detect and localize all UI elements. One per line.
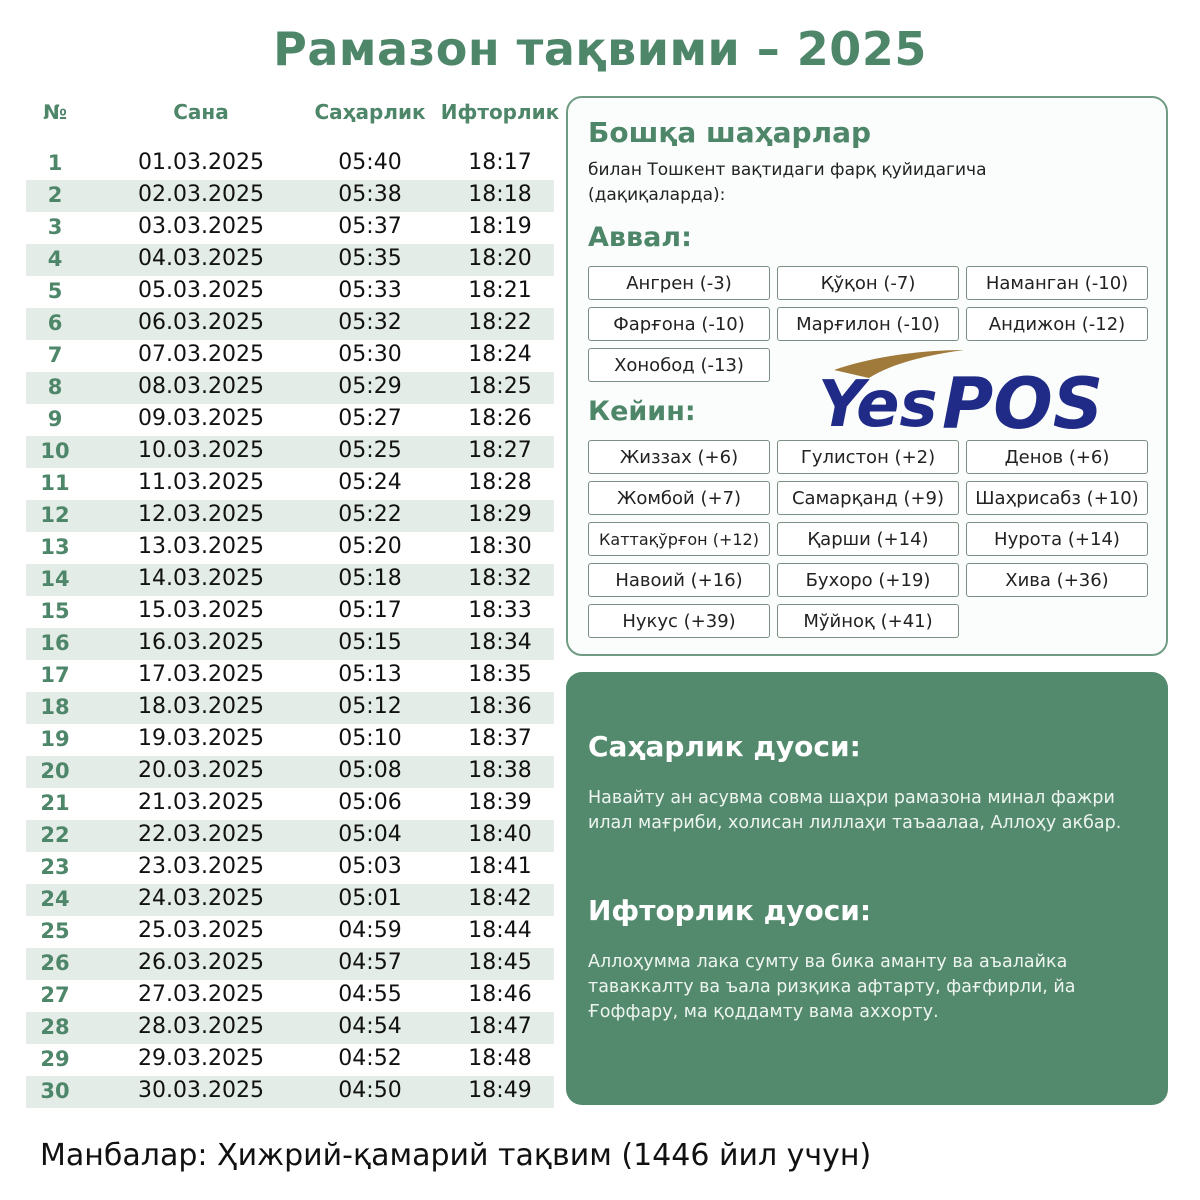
day-number: 3	[47, 215, 63, 239]
iftar-time: 18:28	[468, 470, 532, 495]
sahar-time: 05:10	[338, 726, 402, 751]
day-date: 05.03.2025	[138, 278, 264, 303]
city-chip: Жиззах (+6)	[588, 440, 770, 474]
iftar-time: 18:21	[468, 278, 532, 303]
table-row	[26, 468, 554, 500]
day-date: 09.03.2025	[138, 406, 264, 431]
iftar-time: 18:19	[468, 214, 532, 239]
sahar-time: 05:01	[338, 886, 402, 911]
sahar-time: 04:59	[338, 918, 402, 943]
iftar-dua-text: Аллоҳумма лака сумту ва бика аманту ва аъалайка таваккалту ва ъала ризқика афтарту, фағфирли, йа Ғоффару, ма қоддамту вама аххорту.	[588, 952, 1076, 1022]
sahar-time: 05:37	[338, 214, 402, 239]
sahar-time: 05:18	[338, 566, 402, 591]
schedule-table	[26, 148, 554, 1108]
after-heading: Кейин:	[588, 396, 696, 427]
table-row	[26, 660, 554, 692]
day-date: 01.03.2025	[138, 150, 264, 175]
day-date: 15.03.2025	[138, 598, 264, 623]
day-number: 18	[40, 695, 70, 719]
day-date: 25.03.2025	[138, 918, 264, 943]
day-date: 27.03.2025	[138, 982, 264, 1007]
city-chip: Бухоро (+19)	[777, 563, 959, 597]
day-number: 23	[40, 855, 70, 879]
day-number: 25	[40, 919, 70, 943]
city-chip: Хонобод (-13)	[588, 348, 770, 382]
day-date: 28.03.2025	[138, 1014, 264, 1039]
day-number: 13	[40, 535, 70, 559]
sources-footer: Манбалар: Ҳижрий-қамарий тақвим (1446 йил учун)	[40, 1138, 872, 1173]
iftar-time: 18:49	[468, 1078, 532, 1103]
table-row	[26, 276, 554, 308]
table-row	[26, 756, 554, 788]
cities-panel	[566, 96, 1168, 656]
day-date: 06.03.2025	[138, 310, 264, 335]
iftar-time: 18:47	[468, 1014, 532, 1039]
city-chip: Фарғона (-10)	[588, 307, 770, 341]
table-row	[26, 564, 554, 596]
city-chip: Қарши (+14)	[777, 522, 959, 556]
sahar-time: 05:33	[338, 278, 402, 303]
table-row	[26, 404, 554, 436]
logo-text-yes: Yes	[818, 368, 938, 438]
sahar-time: 04:50	[338, 1078, 402, 1103]
day-number: 27	[40, 983, 70, 1007]
table-row	[26, 372, 554, 404]
day-date: 19.03.2025	[138, 726, 264, 751]
dua-panel	[566, 672, 1168, 1105]
sahar-dua-heading: Саҳарлик дуоси:	[588, 730, 861, 763]
sahar-time: 05:20	[338, 534, 402, 559]
city-chip: Қўқон (-7)	[777, 266, 959, 300]
city-chip: Ангрен (-3)	[588, 266, 770, 300]
day-number: 5	[47, 279, 63, 303]
day-date: 23.03.2025	[138, 854, 264, 879]
table-row	[26, 948, 554, 980]
table-row	[26, 308, 554, 340]
iftar-time: 18:22	[468, 310, 532, 335]
iftar-time: 18:33	[468, 598, 532, 623]
day-number: 21	[40, 791, 70, 815]
sahar-time: 05:06	[338, 790, 402, 815]
day-date: 18.03.2025	[138, 694, 264, 719]
table-row	[26, 596, 554, 628]
day-date: 13.03.2025	[138, 534, 264, 559]
header-num: №	[42, 100, 68, 124]
day-date: 04.03.2025	[138, 246, 264, 271]
sahar-time: 05:25	[338, 438, 402, 463]
table-row	[26, 916, 554, 948]
day-date: 17.03.2025	[138, 662, 264, 687]
day-number: 30	[40, 1079, 70, 1103]
after-cities-grid	[588, 440, 1148, 638]
city-chip: Шаҳрисабз (+10)	[966, 481, 1148, 515]
city-chip: Нукус (+39)	[588, 604, 770, 638]
table-row	[26, 628, 554, 660]
day-number: 24	[40, 887, 70, 911]
table-row	[26, 852, 554, 884]
day-date: 16.03.2025	[138, 630, 264, 655]
city-chip: Каттақўрғон (+12)	[588, 522, 770, 556]
day-number: 14	[40, 567, 70, 591]
day-date: 10.03.2025	[138, 438, 264, 463]
iftar-time: 18:24	[468, 342, 532, 367]
sahar-time: 05:04	[338, 822, 402, 847]
day-number: 1	[47, 151, 63, 175]
day-date: 24.03.2025	[138, 886, 264, 911]
logo-text-pos: POS	[942, 363, 1104, 438]
iftar-time: 18:29	[468, 502, 532, 527]
day-number: 26	[40, 951, 70, 975]
table-row	[26, 1076, 554, 1108]
header-sahar: Саҳарлик	[314, 100, 426, 124]
city-chip: Самарқанд (+9)	[777, 481, 959, 515]
iftar-time: 18:41	[468, 854, 532, 879]
page-title: Рамазон тақвими – 2025	[273, 22, 927, 76]
city-chip: Нурота (+14)	[966, 522, 1148, 556]
iftar-time: 18:38	[468, 758, 532, 783]
table-row	[26, 532, 554, 564]
header-date: Сана	[173, 100, 229, 124]
sahar-time: 05:03	[338, 854, 402, 879]
day-number: 9	[47, 407, 63, 431]
iftar-time: 18:42	[468, 886, 532, 911]
sahar-time: 05:27	[338, 406, 402, 431]
day-number: 8	[47, 375, 63, 399]
day-number: 15	[40, 599, 70, 623]
day-number: 28	[40, 1015, 70, 1039]
iftar-time: 18:32	[468, 566, 532, 591]
city-chip: Навоий (+16)	[588, 563, 770, 597]
table-row	[26, 724, 554, 756]
iftar-time: 18:34	[468, 630, 532, 655]
day-date: 21.03.2025	[138, 790, 264, 815]
table-row	[26, 244, 554, 276]
city-chip: Андижон (-12)	[966, 307, 1148, 341]
table-row	[26, 980, 554, 1012]
sahar-time: 05:08	[338, 758, 402, 783]
sahar-time: 05:24	[338, 470, 402, 495]
table-row	[26, 500, 554, 532]
iftar-time: 18:36	[468, 694, 532, 719]
iftar-time: 18:39	[468, 790, 532, 815]
city-chip: Хива (+36)	[966, 563, 1148, 597]
iftar-time: 18:44	[468, 918, 532, 943]
sahar-time: 05:12	[338, 694, 402, 719]
iftar-time: 18:35	[468, 662, 532, 687]
city-chip: Мўйноқ (+41)	[777, 604, 959, 638]
day-date: 26.03.2025	[138, 950, 264, 975]
sahar-time: 05:35	[338, 246, 402, 271]
sahar-time: 04:55	[338, 982, 402, 1007]
table-row	[26, 436, 554, 468]
sahar-time: 05:40	[338, 150, 402, 175]
iftar-time: 18:46	[468, 982, 532, 1007]
city-chip: Жомбой (+7)	[588, 481, 770, 515]
sahar-dua-text: Навайту ан асувма совма шаҳри рамазона минал фажри илал мағриби, холисан лиллаҳи таъаалаа, Аллоҳу акбар.	[588, 788, 1122, 833]
day-date: 08.03.2025	[138, 374, 264, 399]
header-iftar: Ифторлик	[440, 100, 560, 124]
iftar-time: 18:45	[468, 950, 532, 975]
sahar-time: 05:13	[338, 662, 402, 687]
day-number: 12	[40, 503, 70, 527]
sahar-time: 04:54	[338, 1014, 402, 1039]
day-date: 12.03.2025	[138, 502, 264, 527]
day-number: 7	[47, 343, 63, 367]
iftar-time: 18:20	[468, 246, 532, 271]
iftar-time: 18:37	[468, 726, 532, 751]
day-date: 14.03.2025	[138, 566, 264, 591]
sahar-time: 04:52	[338, 1046, 402, 1071]
day-number: 29	[40, 1047, 70, 1071]
sahar-time: 05:15	[338, 630, 402, 655]
iftar-time: 18:27	[468, 438, 532, 463]
iftar-time: 18:30	[468, 534, 532, 559]
day-number: 17	[40, 663, 70, 687]
iftar-time: 18:40	[468, 822, 532, 847]
table-row	[26, 340, 554, 372]
sahar-time: 05:29	[338, 374, 402, 399]
table-row	[26, 788, 554, 820]
table-row	[26, 180, 554, 212]
city-chip: Денов (+6)	[966, 440, 1148, 474]
yespos-logo	[814, 348, 1114, 438]
day-number: 10	[40, 439, 70, 463]
table-row	[26, 148, 554, 180]
sahar-time: 04:57	[338, 950, 402, 975]
city-chip: Марғилон (-10)	[777, 307, 959, 341]
day-number: 2	[47, 183, 63, 207]
table-row	[26, 1044, 554, 1076]
day-date: 22.03.2025	[138, 822, 264, 847]
day-date: 20.03.2025	[138, 758, 264, 783]
table-row	[26, 212, 554, 244]
iftar-time: 18:17	[468, 150, 532, 175]
day-date: 03.03.2025	[138, 214, 264, 239]
day-date: 02.03.2025	[138, 182, 264, 207]
iftar-time: 18:48	[468, 1046, 532, 1071]
table-row	[26, 884, 554, 916]
day-number: 11	[40, 471, 70, 495]
city-chip: Гулистон (+2)	[777, 440, 959, 474]
iftar-time: 18:18	[468, 182, 532, 207]
day-date: 11.03.2025	[138, 470, 264, 495]
day-date: 30.03.2025	[138, 1078, 264, 1103]
table-row	[26, 692, 554, 724]
iftar-dua-heading: Ифторлик дуоси:	[588, 894, 872, 927]
city-chip: Наманган (-10)	[966, 266, 1148, 300]
day-date: 29.03.2025	[138, 1046, 264, 1071]
sahar-time: 05:32	[338, 310, 402, 335]
day-number: 16	[40, 631, 70, 655]
sahar-time: 05:22	[338, 502, 402, 527]
table-row	[26, 820, 554, 852]
iftar-time: 18:25	[468, 374, 532, 399]
before-heading: Аввал:	[588, 222, 692, 253]
table-row	[26, 1012, 554, 1044]
day-number: 22	[40, 823, 70, 847]
sahar-time: 05:38	[338, 182, 402, 207]
sahar-time: 05:17	[338, 598, 402, 623]
day-number: 6	[47, 311, 63, 335]
cities-description: билан Тошкент вақтидаги фарқ қуйидагича (дақиқаларда):	[588, 160, 987, 205]
cities-heading: Бошқа шаҳарлар	[588, 116, 872, 149]
sahar-time: 05:30	[338, 342, 402, 367]
iftar-time: 18:26	[468, 406, 532, 431]
day-number: 20	[40, 759, 70, 783]
day-number: 4	[47, 247, 63, 271]
table-header	[26, 100, 560, 128]
day-date: 07.03.2025	[138, 342, 264, 367]
day-number: 19	[40, 727, 70, 751]
